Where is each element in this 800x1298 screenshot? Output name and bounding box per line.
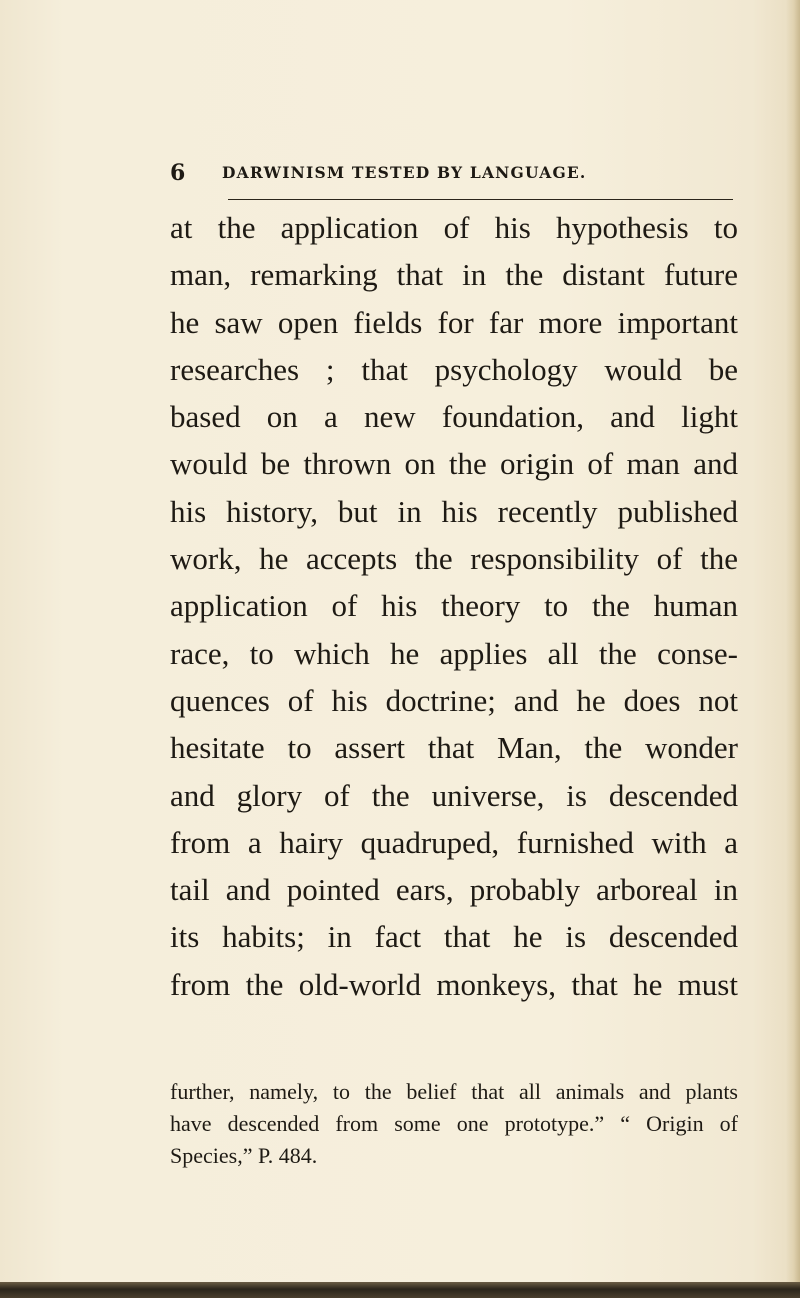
text-line: application of his theory to the human bbox=[170, 588, 738, 624]
text-line: he saw open fields for far more important bbox=[170, 304, 738, 340]
text-line: its habits; in fact that he is descended bbox=[170, 919, 738, 955]
text-line: would be thrown on the origin of man and bbox=[170, 446, 738, 482]
text-line: hesitate to assert that Man, the wonder bbox=[170, 730, 738, 766]
footnote-line: Species,” P. 484. bbox=[170, 1143, 318, 1168]
footnote-line: have descended from some one prototype.” “ Origin of bbox=[170, 1111, 738, 1136]
running-title: DARWINISM TESTED BY LANGUAGE. bbox=[222, 163, 587, 182]
text-line: from a hairy quadruped, furnished with a bbox=[170, 824, 738, 860]
text-line: based on a new foundation, and light bbox=[170, 399, 738, 435]
bottom-scan-edge bbox=[0, 1282, 800, 1298]
page-number: 6 bbox=[170, 160, 186, 186]
text-line: and glory of the universe, is descended bbox=[170, 777, 738, 813]
header-rule bbox=[228, 199, 733, 200]
text-line: from the old-world monkeys, that he must bbox=[170, 966, 738, 1002]
text-line: quences of his doctrine; and he does not bbox=[170, 682, 738, 718]
text-line: his history, but in his recently published bbox=[170, 493, 738, 529]
page-edge-shadow bbox=[786, 0, 800, 1298]
text-line: man, remarking that in the distant future bbox=[170, 257, 738, 293]
footnote bbox=[170, 1076, 738, 1172]
text-line: work, he accepts the responsibility of the bbox=[170, 541, 738, 577]
body-text bbox=[170, 204, 738, 1008]
footnote-line: further, namely, to the belief that all animals and plants bbox=[170, 1079, 738, 1104]
text-line: at the application of his hypothesis to bbox=[170, 210, 738, 245]
text-line: researches ; that psychology would be bbox=[170, 351, 738, 387]
text-line: race, to which he applies all the conse- bbox=[170, 635, 738, 671]
page-header bbox=[170, 160, 730, 190]
text-line: tail and pointed ears, probably arboreal in bbox=[170, 872, 738, 908]
